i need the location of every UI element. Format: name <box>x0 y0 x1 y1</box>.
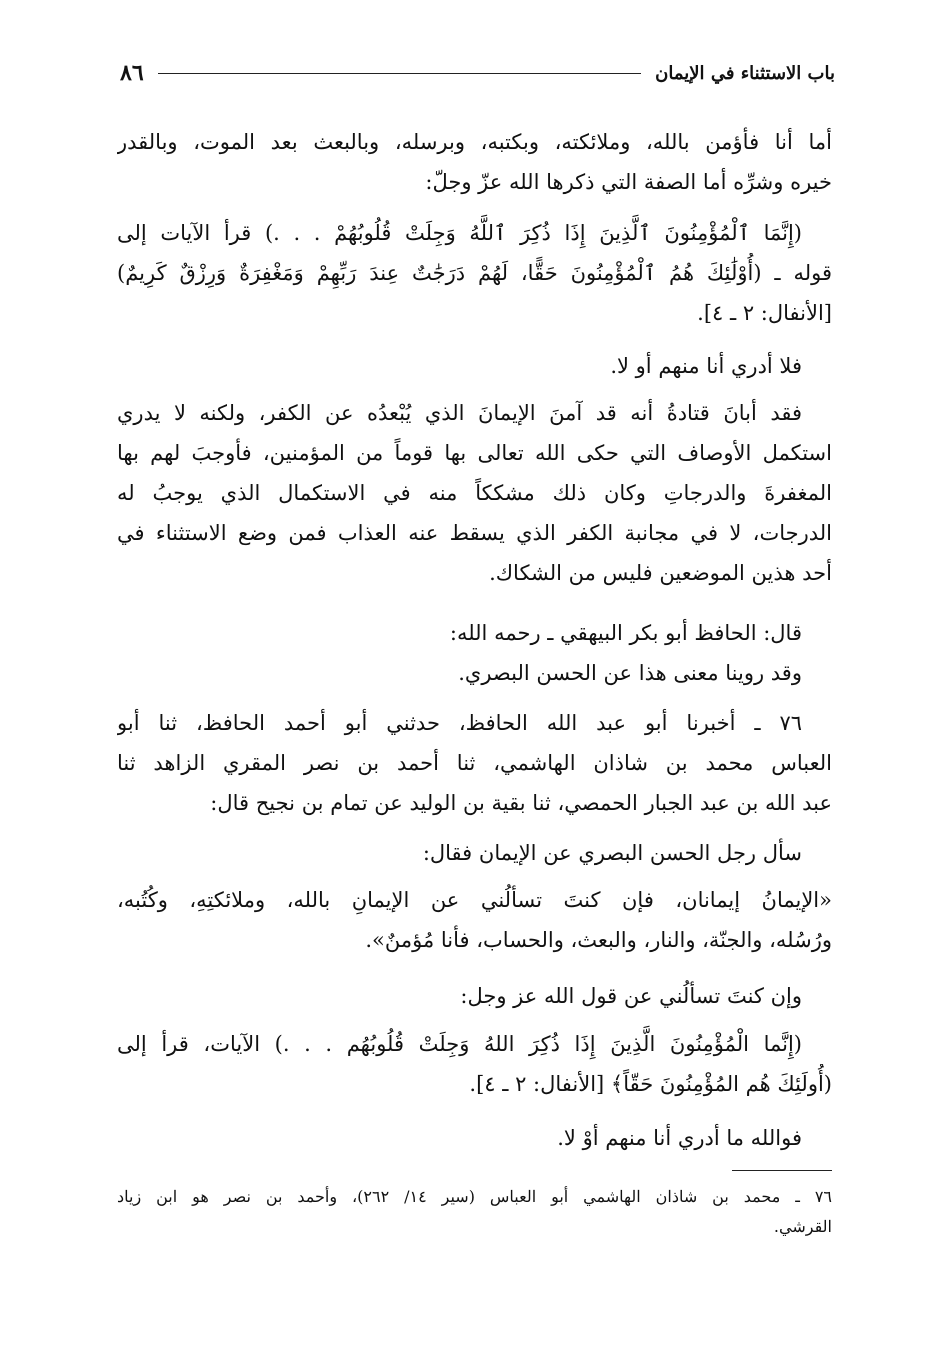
text-line: فقد أبانَ قتادةُ أنه قد آمنَ الإيمانَ الذي يُبْعدُه عن الكفر، ولكنه لا يدري <box>117 401 802 425</box>
running-header <box>120 58 835 88</box>
text-line: «الإيمانُ إيمانان، فإن كنتَ تسألُني عن الإيمانِ بالله، وملائكتِهِ، وكُتُبه، <box>117 888 832 912</box>
text-line: العباس محمد بن شاذان الهاشمي، ثنا أحمد بن نصر المقري الزاهد ثنا <box>117 751 832 775</box>
paragraph-quran-verse <box>117 213 832 333</box>
text-line: [الأنفال: ٢ ـ ٤]. <box>697 301 832 325</box>
page-number: ٨٦ <box>120 60 144 86</box>
paragraph-isnad-76 <box>117 703 832 823</box>
text-line: وإن كنتَ تسألُني عن قول الله عز وجل: <box>460 984 802 1008</box>
paragraph-belief <box>117 122 832 202</box>
text-line: ٧٦ ـ أخبرنا أبو عبد الله الحافظ، حدثني أبو أحمد الحافظ، ثنا أبو <box>117 711 802 735</box>
paragraph-two-faiths <box>117 880 832 960</box>
text-line: استكمل الأوصاف التي حكى الله تعالى بها قوماً من المؤمنين، فأوجبَ لهم بها <box>117 441 832 465</box>
paragraph-oath <box>117 1118 832 1158</box>
paragraph-doubt <box>117 346 832 386</box>
text-line: قال: الحافظ أبو بكر البيهقي ـ رحمه الله: <box>449 621 802 645</box>
paragraph-qatada <box>117 393 832 593</box>
text-line: عبد الله بن عبد الجبار الحمصي، ثنا بقية بن الوليد عن تمام بن نجيح قال: <box>210 791 832 815</box>
text-line: (إِنَّما الْمُؤْمِنُونَ الَّذِينَ إِذَا ذُكِرَ اللهُ وَجِلَتْ قُلُوبُهُم . . .) الآيات، قرأ إلى <box>117 1032 802 1056</box>
text-line: ورُسُله، والجنّة، والنار، والبعث، والحساب، فأنا مُؤمنٌ». <box>365 928 832 952</box>
paragraph-bayhaqi <box>117 613 832 693</box>
text-line: وقد روينا معنى هذا عن الحسن البصري. <box>458 661 802 685</box>
text-line: (إِنَّمَا ٱلْمُؤْمِنُونَ ٱلَّذِينَ إِذَا ذُكِرَ ٱللَّهُ وَجِلَتْ قُلُوبُهُمْ . . .) قرأ الآيات إلى <box>117 221 802 245</box>
text-line: قوله ـ (أُوْلَٰئِكَ هُمُ ٱلْمُؤْمِنُونَ حَقًّا، لَهُمْ دَرَجَٰتٌ عِندَ رَبِّهِمْ وَمَغْفِرَةٌ وَرِزْقٌ كَرِيمٌ) <box>117 261 832 285</box>
footnote-divider <box>732 1170 832 1171</box>
text-line: خيره وشرِّه أما الصفة التي ذكرها الله عزّ وجلّ: <box>425 170 832 194</box>
header-rule <box>158 73 642 74</box>
paragraph-question <box>117 833 832 873</box>
text-line: المغفرةَ والدرجاتِ وكان ذلك مشككاً منه في الاستكمال الذي يوجبُ له <box>117 481 832 505</box>
text-line: أما أنا فأؤمن بالله، وملائكته، وبكتبه، وبرسله، وبالبعث بعد الموت، وبالقدر <box>117 130 832 154</box>
paragraph-quran-verse-2 <box>117 1024 832 1104</box>
text-line: فلا أدري أنا منهم أو لا. <box>610 354 802 378</box>
footnote <box>117 1182 832 1242</box>
text-line: فوالله ما أدري أنا منهم أوْ لا. <box>557 1126 802 1150</box>
text-line: سأل رجل الحسن البصري عن الإيمان فقال: <box>422 841 802 865</box>
text-line: أحد هذين الموضعين فليس من الشكاك. <box>489 561 832 585</box>
text-line: الدرجات، لا في مجانبة الكفر الذي يسقط عنه العذاب فمن وضع الاستثناء في <box>117 521 832 545</box>
footnote-line: القرشي. <box>773 1217 832 1236</box>
text-line: (أُولَئِكَ هُم المُؤْمِنُونَ حَقّاً﴾ [الأنفال: ٢ ـ ٤]. <box>469 1072 832 1096</box>
paragraph-if-asking <box>117 976 832 1016</box>
chapter-title: باب الاستثناء في الإيمان <box>655 62 835 84</box>
footnote-line: ٧٦ ـ محمد بن شاذان الهاشمي أبو العباس (سير ١٤/ ٢٦٢)، وأحمد بن نصر هو ابن زياد <box>117 1187 832 1206</box>
